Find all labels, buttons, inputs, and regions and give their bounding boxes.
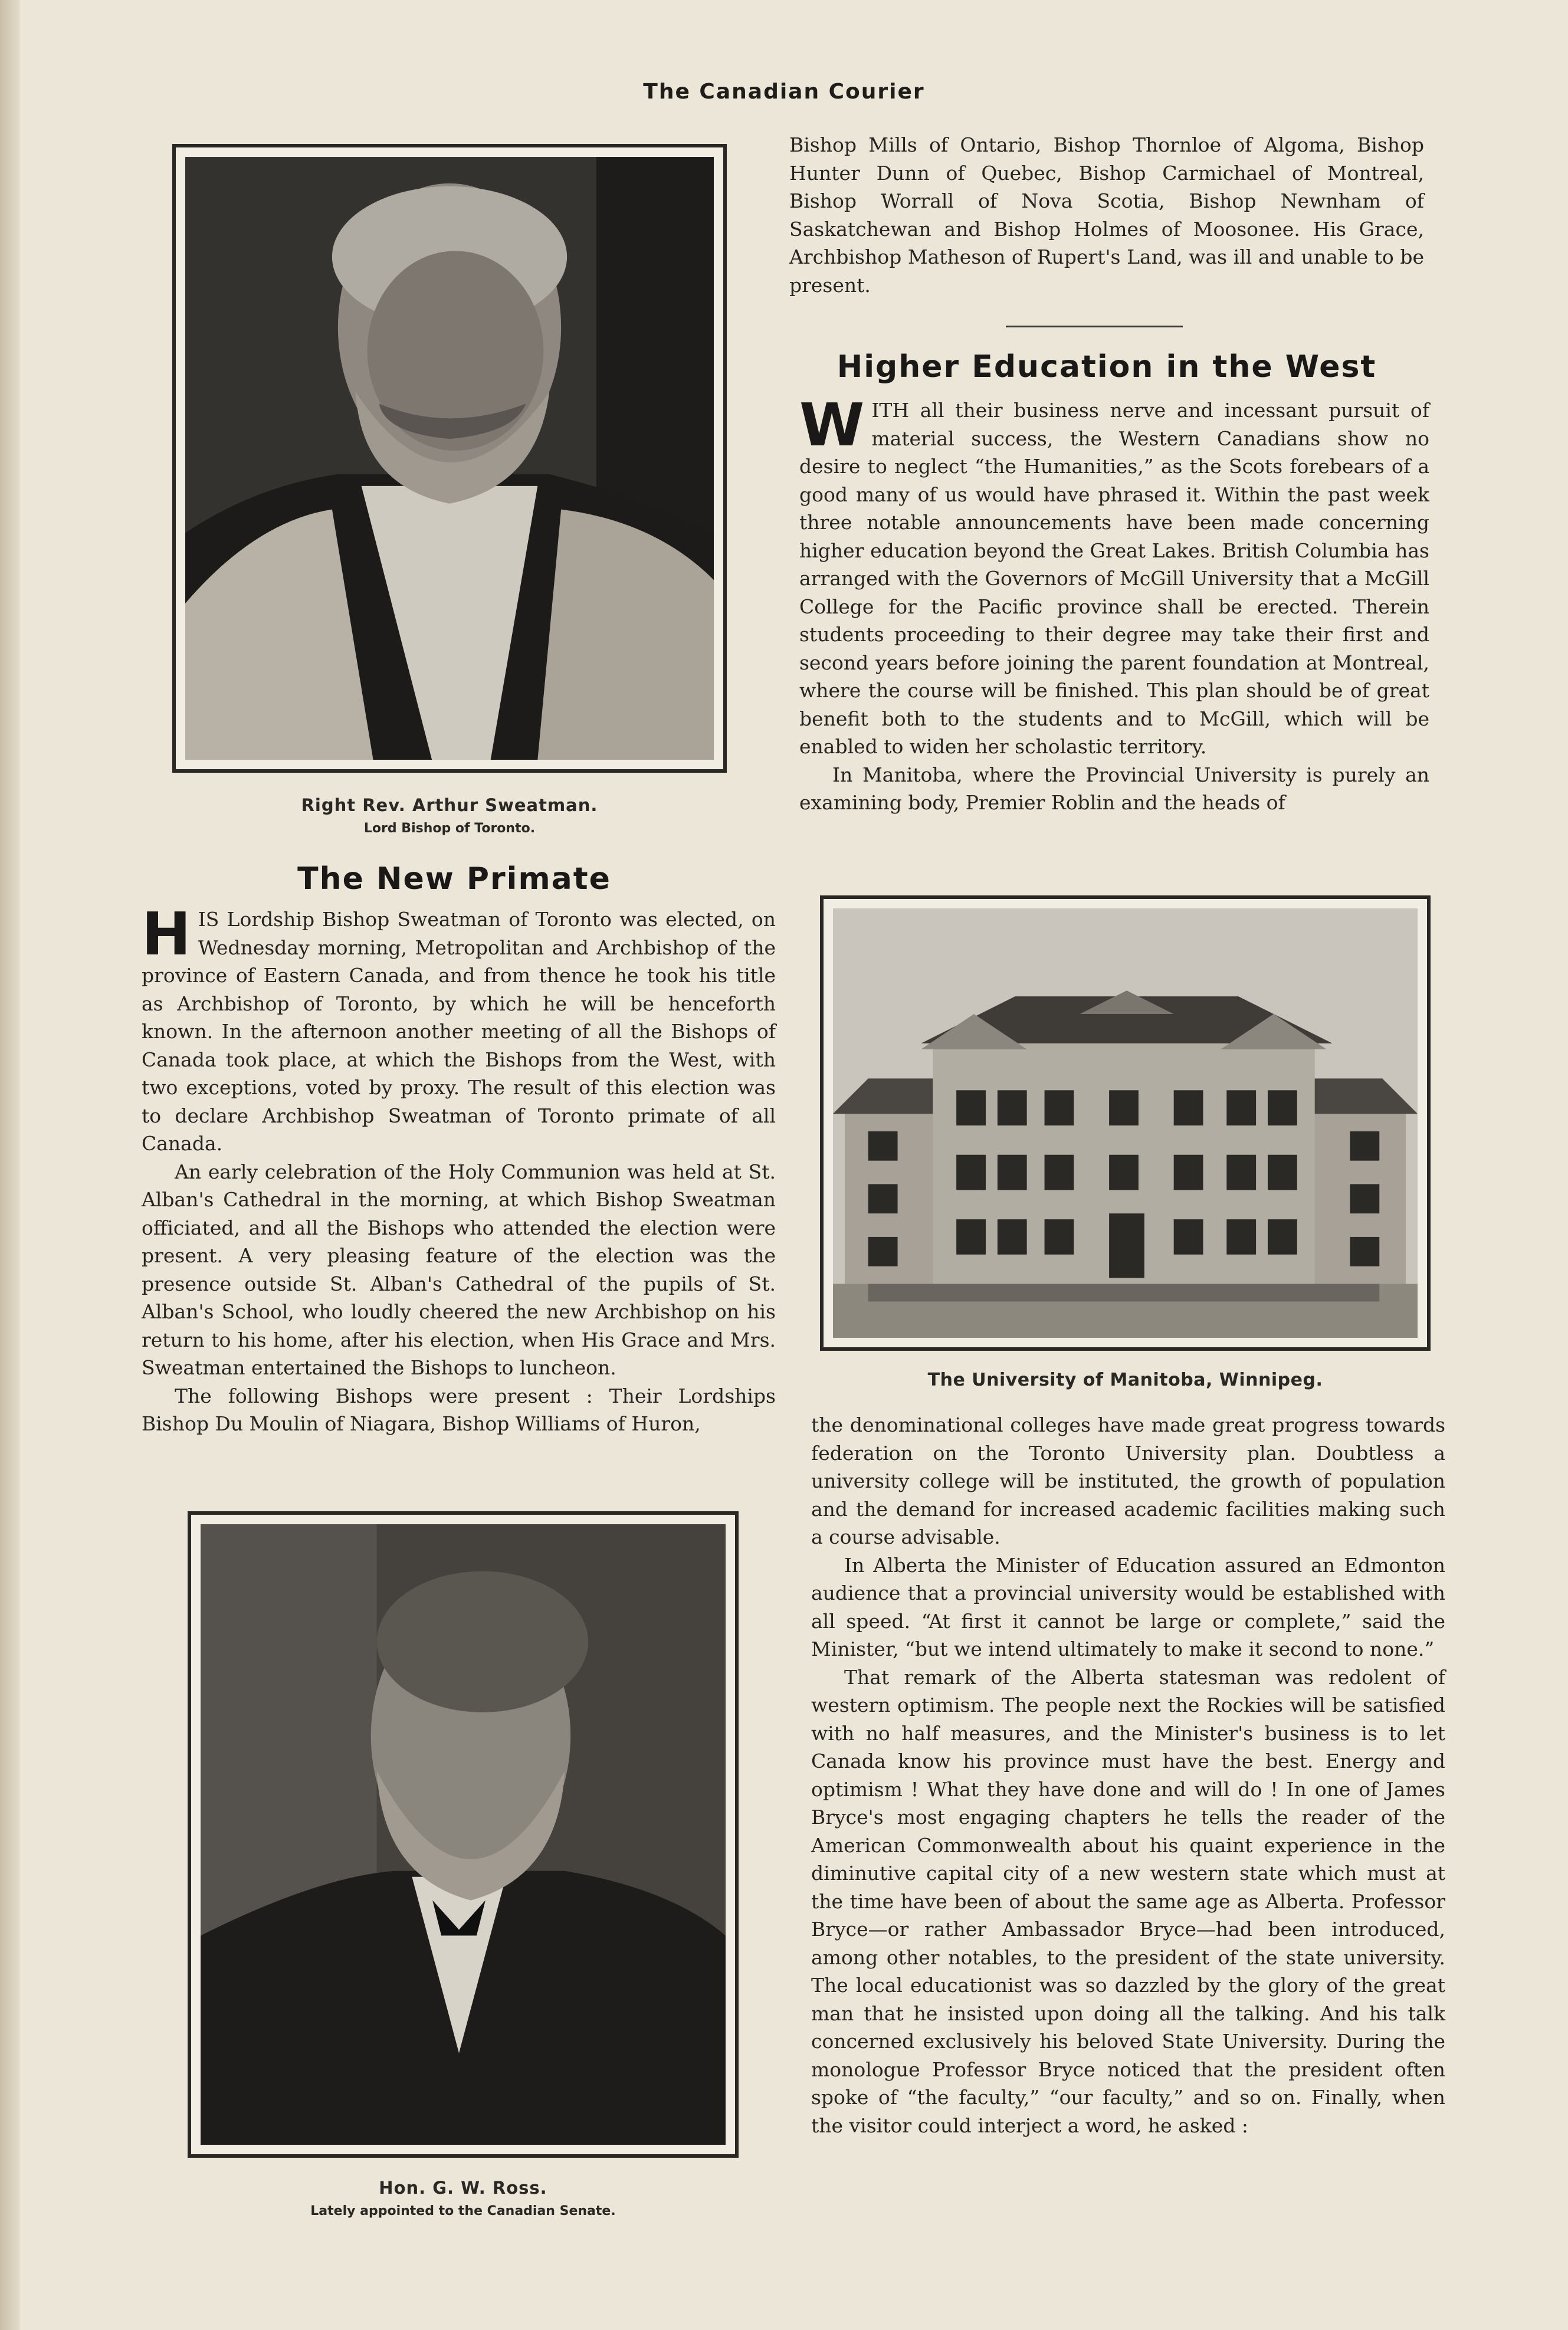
education-paragraph-4: That remark of the Alberta statesman was redolent of western optimism. The people next the Rockies will be satisfied with no half measures, and the Minister's business is to let Canada know his province must have the best. Energy and optimism ! What they have done and will do ! In one of James Bryce's most engaging chapters he tells the reader of the American Commonwealth about his quaint experience in the diminutive capital city of a new western state which must at the time have been of about the same age as Alberta. Professor Bryce—or rather Ambassador Bryce—had been introduced, among other notables, to the president of the state university. The local educationist was so dazzled by the glory of the great man that he insisted upon doing all the talking. And his talk concerned exclusively his beloved State University. During the monologue Professor Bryce noticed that the president often spoke of “the faculty,” “our faculty,” and so on. Finally, when the visitor could interject a word, he asked : [811, 1665, 1445, 2137]
ross-portrait [188, 1511, 739, 2158]
primate-dropcap: H [142, 900, 191, 969]
education-heading: Higher Education in the West [837, 349, 1377, 385]
university-building [833, 908, 1418, 1338]
university-caption-text: The University of Manitoba, Winnipeg. [927, 1370, 1323, 1390]
education-article-top [799, 390, 1429, 817]
education-paragraph-2-continued: the denominational colleges have made great progress towards federation on the Toronto University plan. Doubtless a university college will be instituted, the growth of population and the demand for increased academic facilities making such a course advisable. [811, 1413, 1445, 1548]
primate-continued-paragraph: Bishop Mills of Ontario, Bishop Thornloe of Algoma, Bishop Hunter Dunn of Quebec, Bishop Carmichael of Montreal, Bishop Worrall of Nova Scotia, Bishop Newnham of Saskatchewan and Bishop Holmes of Moosonee. His Grace, Archbishop Matheson of Rupert's Land, was ill and unable to be present. [789, 133, 1424, 297]
primate-paragraph-1: IS Lordship Bishop Sweatman of Toronto was elected, on Wednesday morning, Metropolitan and Archbishop of the province of Eastern Canada, and from thence he took his title as Archbishop of Toronto, by which he will be henceforth known. In the afternoon another meeting of all the Bishops of Canada took place, at which the Bishops from the West, with two exceptions, voted by proxy. The result of this election was to declare Archbishop Sweatman of Toronto primate of all Canada. [142, 908, 776, 1155]
sweatman-caption [172, 795, 727, 836]
sweatman-portrait [172, 144, 727, 773]
education-paragraph-1: ITH all their business nerve and incessant pursuit of material success, the Western Canadians show no desire to neglect “the Humanities,” as the Scots forebears of a good many of us would have phrased it. Within the past week three notable announcements have been made concerning higher education beyond the Great Lakes. British Columbia has arranged with the Governors of McGill University that a McGill College for the Pacific province shall be erected. Therein students proceeding to their degree may take their first and second years before joining the parent foundation at Montreal, where the course will be finished. This plan should be of great benefit both to the students and to McGill, which will be enabled to widen her scholastic territory. [799, 399, 1429, 758]
primate-paragraph-3: The following Bishops were present : Their Lordships Bishop Du Moulin of Niagara, Bishop Williams of Huron, [142, 1384, 776, 1435]
primate-article [142, 900, 776, 1438]
sweatman-caption-name: Right Rev. Arthur Sweatman. [301, 795, 598, 815]
education-dropcap: W [799, 390, 865, 460]
masthead: The Canadian Courier [643, 80, 925, 104]
education-paragraph-3: In Alberta the Minister of Education assured an Edmonton audience that a provincial university would be established with all speed. “At first it cannot be large or complete,” said the Minister, “but we intend ultimately to make it second to none.” [811, 1553, 1445, 1660]
university-caption [820, 1370, 1431, 1390]
ross-caption [188, 2178, 739, 2219]
university-photo [820, 895, 1431, 1351]
primate-heading: The New Primate [297, 861, 611, 897]
sweatman-figure [185, 157, 714, 760]
primate-paragraph-2: An early celebration of the Holy Communion was held at St. Alban's Cathedral in the morning, at which Bishop Sweatman officiated, and all the Bishops who attended the election were present. A very pleasing feature of the election was the presence outside St. Alban's Cathedral of the pupils of St. Alban's School, who loudly cheered the new Archbishop on his return to his home, after his election, when His Grace and Mrs. Sweatman entertained the Bishops to luncheon. [142, 1160, 776, 1379]
ross-caption-title: Lately appointed to the Canadian Senate. [310, 2204, 616, 2219]
education-paragraph-2: In Manitoba, where the Provincial University is purely an examining body, Premier Roblin and the heads of [799, 763, 1429, 814]
ross-caption-name: Hon. G. W. Ross. [379, 2178, 547, 2198]
page-binding-edge [0, 0, 20, 2330]
sweatman-caption-title: Lord Bishop of Toronto. [363, 821, 536, 836]
ross-figure [201, 1524, 726, 2145]
education-article-bottom [811, 1411, 1445, 2139]
section-divider [1006, 326, 1183, 327]
primate-continued [789, 131, 1424, 299]
